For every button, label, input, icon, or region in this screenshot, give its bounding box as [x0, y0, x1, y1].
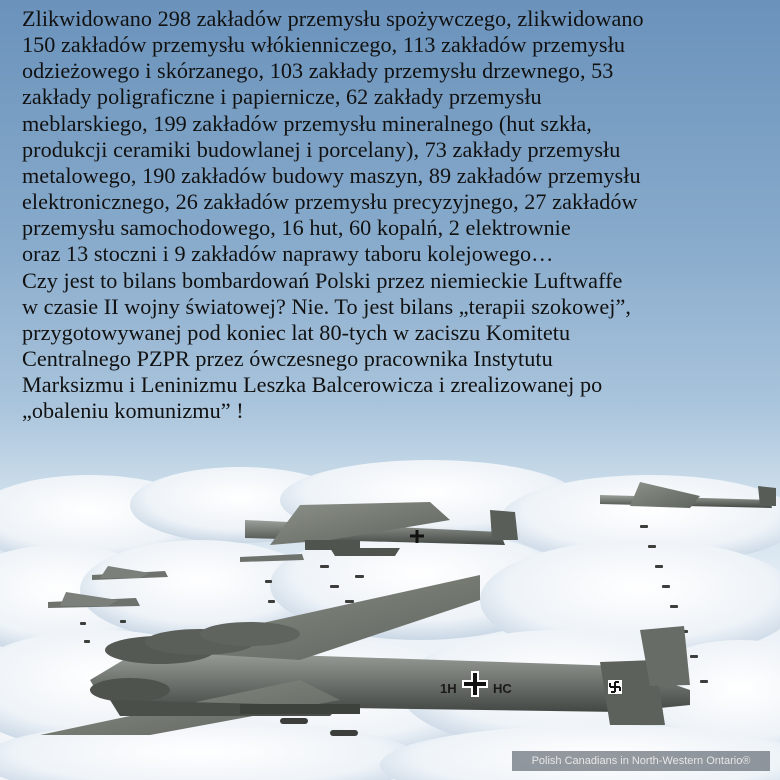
text-line: metalowego, 190 zakładów budowy maszyn, 89 zakładów przemysłu	[22, 162, 641, 188]
headline-text	[22, 6, 764, 425]
svg-text:1H: 1H	[440, 681, 457, 696]
text-line: elektronicznego, 26 zakładów przemysłu precyzyjnego, 27 zakładów	[22, 189, 638, 215]
text-line: zakłady poligraficzne i papiernicze, 62 zakłady przemysłu	[22, 84, 542, 110]
watermark: Polish Canadians in North-Western Ontario®	[512, 751, 770, 771]
text-line: Zlikwidowano 298 zakładów przemysłu spożywczego, zlikwidowano	[22, 6, 644, 31]
text-line: przygotowywanej pod koniec lat 80-tych w zaciszu Komitetu	[22, 319, 571, 345]
text-line: odzieżowego i skórzanego, 103 zakłady przemysłu drzewnego, 53	[22, 58, 614, 84]
text-line: 150 zakładów przemysłu włókienniczego, 113 zakładów przemysłu	[22, 32, 625, 58]
swastika-tail-icon	[608, 680, 622, 694]
text-line: Centralnego PZPR przez ówczesnego pracownika Instytutu	[22, 346, 553, 372]
text-line: w czasie II wojny światowej? Nie. To jest bilans „terapii szokowej”,	[22, 293, 631, 319]
text-line: Marksizmu i Leninizmu Leszka Balcerowicza i zrealizowanej po	[22, 372, 603, 398]
svg-text:HC: HC	[493, 681, 512, 696]
text-line: produkcji ceramiki budowlanej i porcelany), 73 zakłady przemysłu	[22, 136, 621, 162]
text-line: Czy jest to bilans bombardowań Polski przez niemieckie Luftwaffe	[22, 267, 623, 293]
text-line: meblarskiego, 199 zakładów przemysłu mineralnego (hut szkła,	[22, 110, 592, 136]
text-line: „obaleniu komunizmu” !	[22, 398, 244, 424]
text-line: oraz 13 stoczni i 9 zakładów naprawy taboru kolejowego…	[22, 241, 554, 267]
text-line: przemysłu samochodowego, 16 hut, 60 kopalń, 2 elektrownie	[22, 215, 571, 241]
